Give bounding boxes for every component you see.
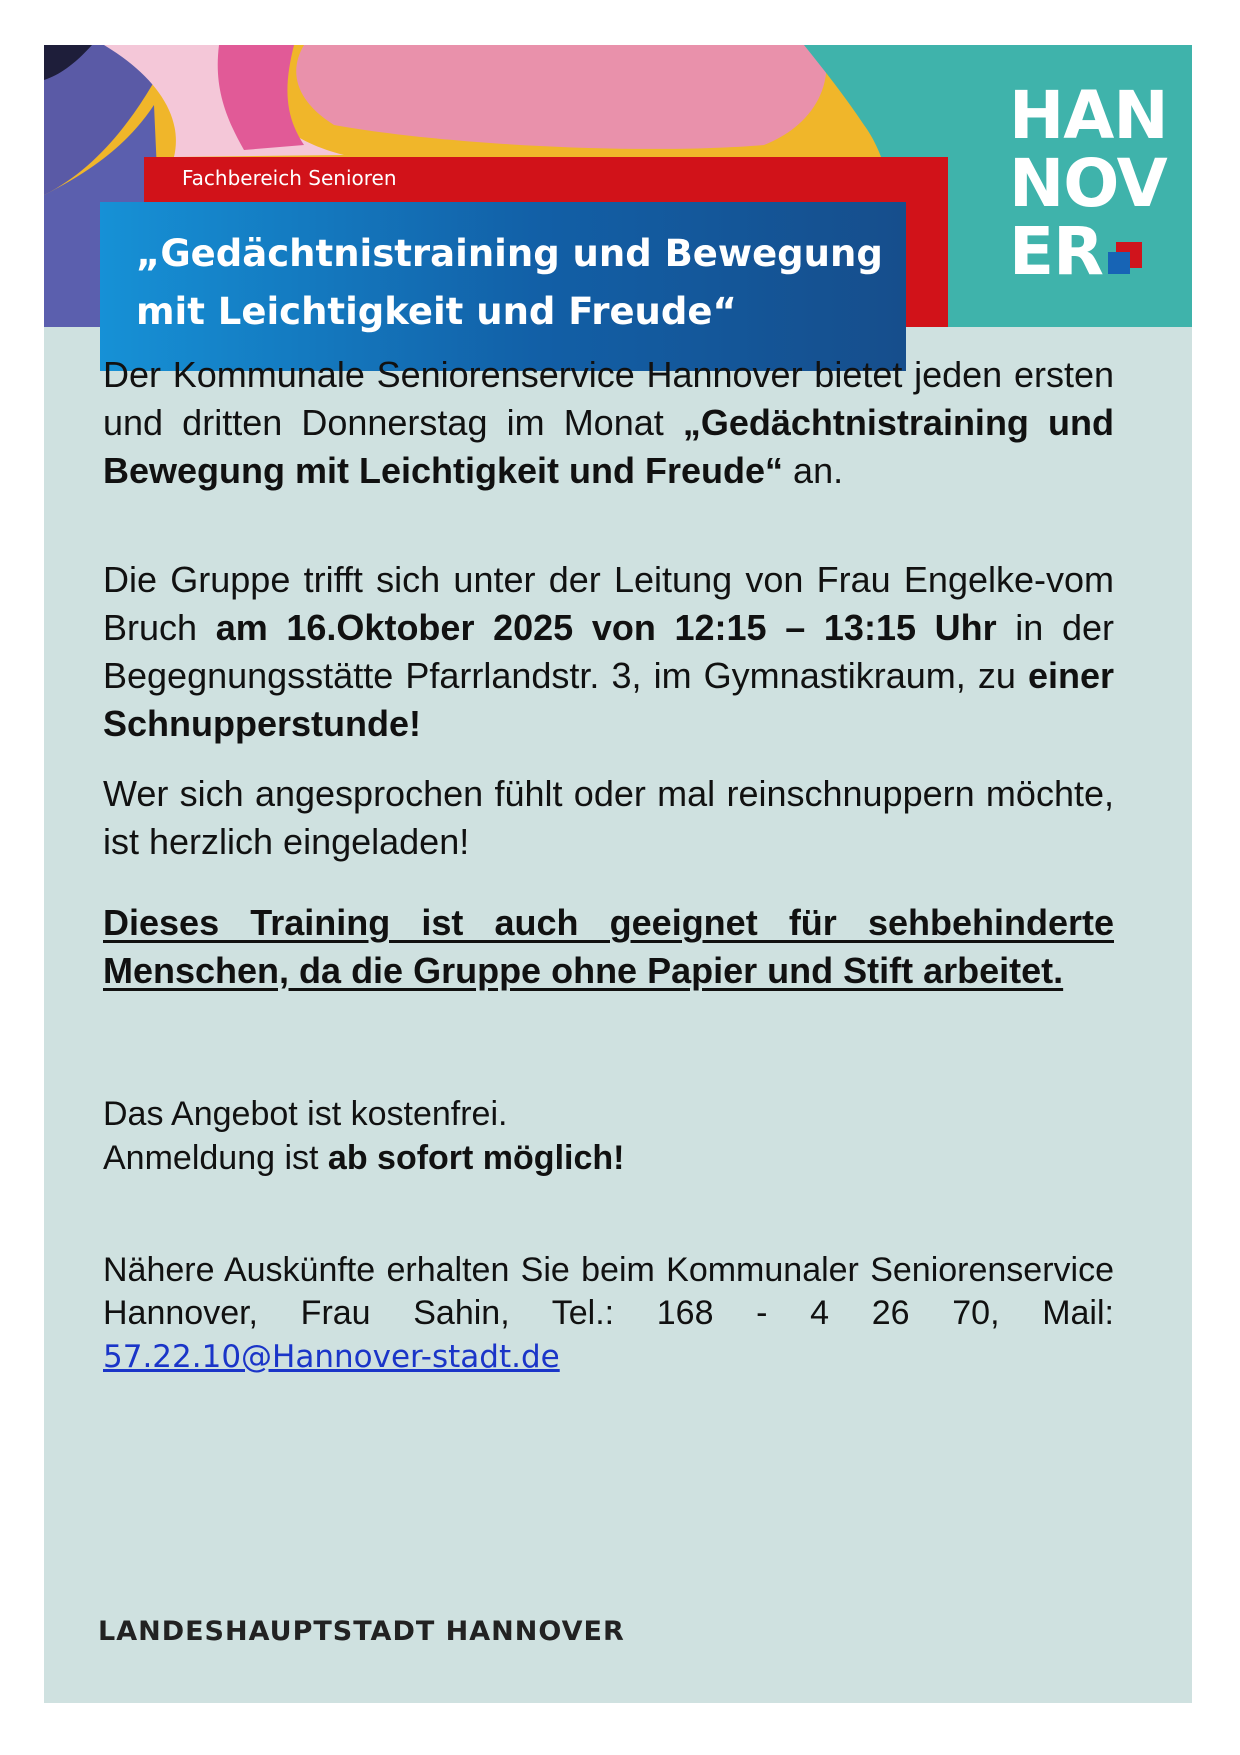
logo-line-han: HAN [1009, 77, 1168, 154]
paragraph-invitation: Wer sich angesprochen fühlt oder mal reinschnuppern möchte, ist herzlich eingeladen! [103, 773, 1114, 862]
registration-text: Anmeldung ist [103, 1139, 328, 1177]
trial-session: einer Schnupperstunde! [103, 655, 1114, 744]
email-link[interactable]: 57.22.10@Hannover-stadt.de [103, 1339, 560, 1375]
logo-line-er: ER [1009, 213, 1103, 290]
title-line-2: mit Leichtigkeit und Freude“ [136, 290, 737, 333]
flyer-page [44, 45, 1192, 1703]
paragraph-intro [103, 351, 1114, 495]
logo-line-nov: NOV [1009, 145, 1167, 222]
details-text-a: Die Gruppe trifft sich unter der Leitung von Frau Engelke-vom Bruch [103, 559, 1114, 648]
cost-text: Das Angebot ist kostenfrei. [103, 1095, 508, 1133]
intro-text: Der Kommunale Seniorenservice Hannover bietet jeden ersten und dritten Donnerstag im Monat [103, 354, 1114, 443]
registration-open: ab sofort möglich! [327, 1139, 625, 1177]
footer-org-name: LANDESHAUPTSTADT HANNOVER [98, 1616, 625, 1647]
contact-text: Nähere Auskünfte erhalten Sie beim Kommunaler Seniorenservice Hannover, Frau Sahin, Tel.: 168 - 4 26 70, Mail: [103, 1251, 1114, 1332]
title-line-1: „Gedächtnistraining und Bewegung [136, 232, 883, 275]
department-label: Fachbereich Senioren [182, 166, 397, 190]
course-name: „Gedächtnistraining und Bewegung mit Leichtigkeit und Freude“ [103, 402, 1115, 491]
page-title [136, 225, 896, 341]
paragraph-details [103, 556, 1114, 748]
paragraph-cost [103, 1092, 1114, 1180]
details-text-c: in der Begegnungsstätte Pfarrlandstr. 3, im Gymnastikraum, zu [103, 607, 1114, 696]
event-date-time: am 16.Oktober 2025 von 12:15 – 13:15 Uhr [215, 607, 997, 648]
paragraph-contact [103, 1249, 1114, 1379]
paragraph-accessibility: Dieses Training ist auch geeignet für sehbehinderte Menschen, da die Gruppe ohne Papier und Stift arbeitet. [103, 902, 1114, 991]
logo-squares-icon [1108, 242, 1142, 276]
intro-end: an. [783, 450, 844, 491]
